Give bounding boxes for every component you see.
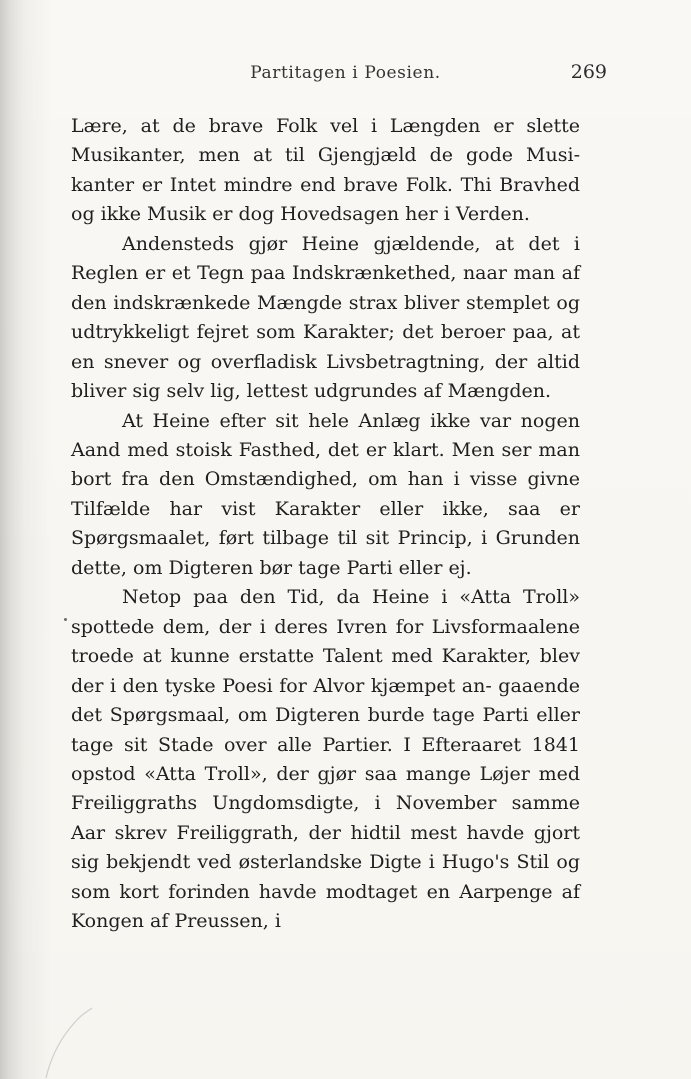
paragraph: Andensteds gjør Heine gjældende, at det i Reglen er et Tegn paa Indskrænkethed, naar man af den indskrænkede Mængde strax bliver stemplet og udtrykkeligt fejret som Karakter; det beroer paa, at en snever og overfladisk Livsbetragtning, der altid bliver sig selv lig, lettest udgrundes af Mængden. [71,232,580,403]
page-number: 269 [570,61,607,83]
page-header [0,0,691,100]
paragraph: At Heine efter sit hele Anlæg ikke var nogen Aand med stoisk Fasthed, det er klart. Men ser man bort fra den Omstændighed, om han i visse givne Tilfælde har vist Karakter eller ikke, saa er Spørgsmaalet, ført tilbage til sit Princip, i Grunden dette, om Digteren bør tage Parti eller ej. [71,409,580,579]
pencil-mark-icon [40,1006,95,1079]
running-header: Partitagen i Poesien. [250,63,441,83]
paragraph: Netop paa den Tid, da Heine i «Atta Troll» spottede dem, der i deres Ivren for Livsformaalene troede at kunne erstatte Talent med Karakter, blev der i den tyske Poesi for Alvor kjæmpet an- gaaende det Spørgsmaal, om Digteren burde tage Parti eller tage sit Stade over alle Partier. I Efteraaret 1841 opstod «Atta Troll», der gjør saa mange Løjer med Freiliggraths Ungdomsdigte, i November samme Aar skrev Freiliggrath, der hidtil mest havde gjort sig bekjendt ved østerlandske Digte i Hugo's Stil og som kort forinden havde modtaget en Aarpenge af Kongen af Preussen, i [71,586,580,933]
page-body [71,112,580,937]
margin-dot [64,618,67,621]
paragraph: Lære, at de brave Folk vel i Længden er slette Musikanter, men at til Gjengjæld de gode Musi- kanter er Intet mindre end brave Folk. Thi Bravhed og ikke Musik er dog Hovedsagen her i Verden. [71,115,580,226]
